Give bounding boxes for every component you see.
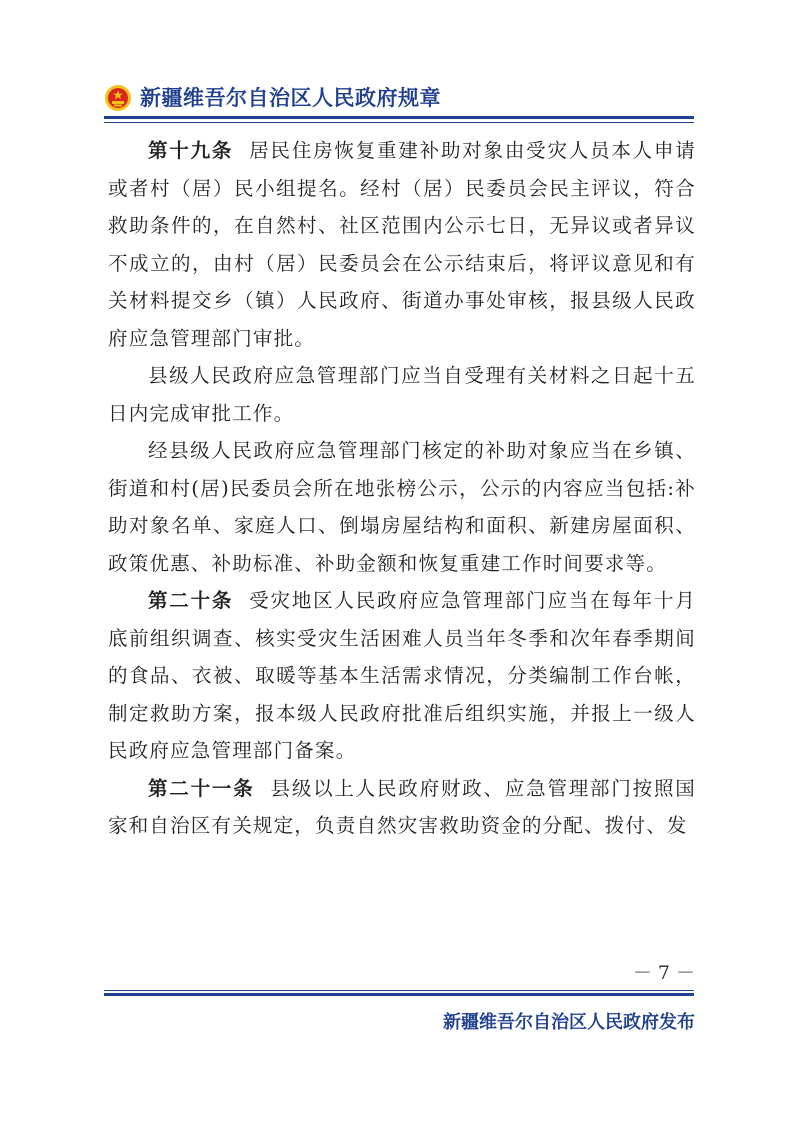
paragraph-text: 县级人民政府应急管理部门应当自受理有关材料之日起十五日内完成审批工作。 [108, 364, 696, 425]
paragraph [108, 432, 696, 582]
page-number: － 7 － [632, 962, 695, 984]
paragraph-text: 经县级人民政府应急管理部门核定的补助对象应当在乡镇、街道和村(居)民委员会所在地张榜公示，公示的内容应当包括:补助对象名单、家庭人口、倒塌房屋结构和面积、新建房屋面积、政策优惠、补助标准、补助金额和恢复重建工作时间要求等。 [108, 439, 696, 575]
footer-publisher: 新疆维吾尔自治区人民政府发布 [443, 1012, 695, 1033]
article-heading: 第十九条 [148, 139, 234, 162]
header-title: 新疆维吾尔自治区人民政府规章 [140, 86, 441, 110]
paragraph-article-21 [108, 770, 696, 845]
header-rule-thick [104, 116, 694, 119]
footer-rule-thin [104, 990, 694, 991]
paragraph [108, 357, 696, 432]
article-body [108, 132, 696, 845]
paragraph-article-19 [108, 132, 696, 357]
article-heading: 第二十一条 [148, 776, 255, 800]
header-rule-thin [104, 122, 694, 123]
paragraph-text: 居民住房恢复重建补助对象由受灾人员本人申请或者村（居）民小组提名。经村（居）民委员会民主评议，符合救助条件的，在自然村、社区范围内公示七日，无异议或者异议不成立的，由村（居）民委员会在公示结束后，将评议意见和有关材料提交乡（镇）人民政府、街道办事处审核，报县级人民政府应急管理部门审批。 [108, 139, 696, 350]
footer-rule-thick [104, 993, 694, 996]
article-heading: 第二十条 [148, 589, 234, 612]
paragraph-text: 受灾地区人民政府应急管理部门应当在每年十月底前组织调查、核实受灾生活困难人员当年冬季和次年春季期间的食品、衣被、取暖等基本生活需求情况，分类编制工作台帐，制定救助方案，报本级人民政府批准后组织实施，并报上一级人民政府应急管理部门备案。 [108, 589, 696, 762]
paragraph-article-20 [108, 582, 696, 770]
national-emblem-icon [104, 84, 132, 112]
paragraph-text: 县级以上人民政府财政、应急管理部门按照国家和自治区有关规定，负责自然灾害救助资金的分配、拨付、发 [108, 776, 696, 837]
